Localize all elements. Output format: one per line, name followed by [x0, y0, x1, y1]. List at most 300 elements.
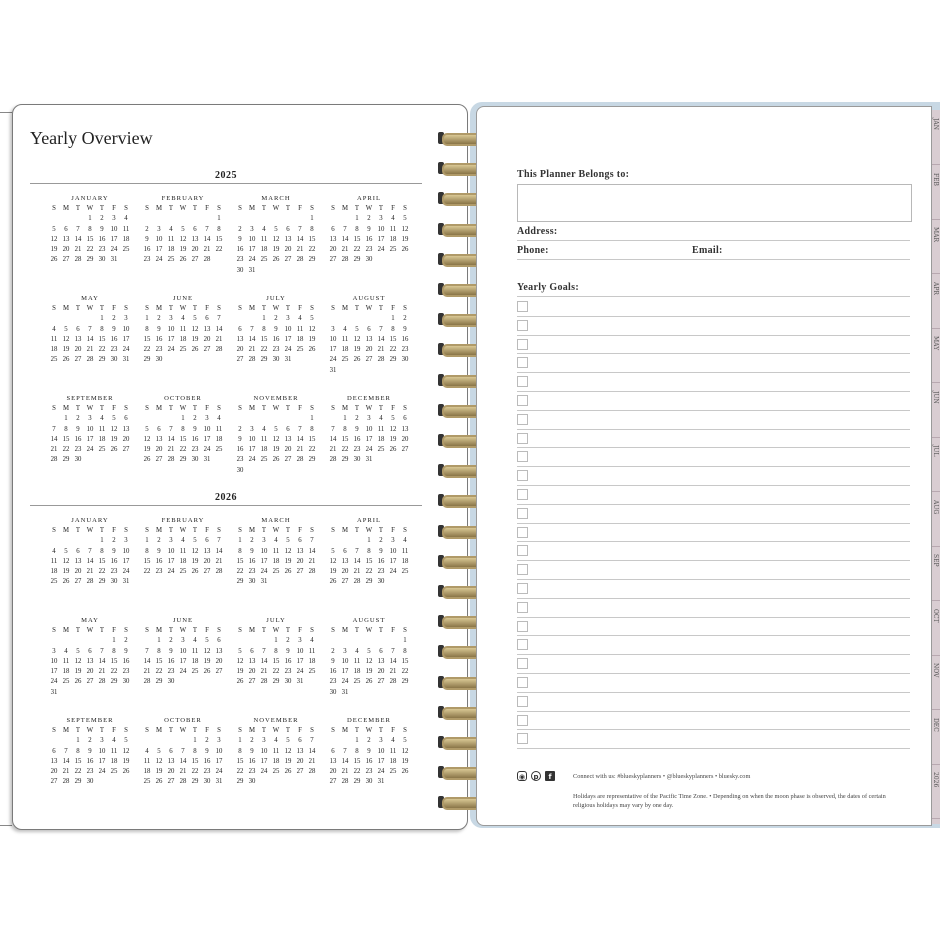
empty-day	[153, 736, 165, 746]
day-cell: 13	[215, 647, 223, 655]
goal-row[interactable]	[517, 523, 910, 543]
day-cell: 25	[122, 246, 130, 254]
day-cell: 5	[286, 737, 290, 745]
weekday-header: S	[145, 527, 149, 534]
day-cell: 8	[88, 225, 92, 233]
day-cell: 28	[296, 256, 304, 264]
day-cell: 19	[122, 757, 130, 765]
address-line[interactable]	[517, 240, 910, 241]
weekday-header: T	[261, 627, 267, 634]
day-cell: 22	[401, 668, 409, 676]
day-cell: 6	[76, 325, 80, 333]
goal-row[interactable]	[517, 353, 910, 373]
weekday-header: T	[261, 527, 267, 534]
weekday-header: W	[365, 527, 373, 534]
day-cell: 31	[329, 366, 337, 374]
day-cell: 13	[86, 657, 94, 665]
day-cell: 21	[296, 246, 304, 254]
empty-day	[258, 414, 270, 424]
day-cell: 17	[98, 757, 106, 765]
owner-name-field[interactable]	[517, 184, 912, 222]
day-cell: 28	[389, 678, 397, 686]
month-name: MAY	[81, 295, 99, 302]
goal-checkbox[interactable]	[517, 395, 528, 406]
day-cell: 16	[155, 557, 163, 565]
day-cell: 16	[167, 657, 175, 665]
goal-checkbox[interactable]	[517, 357, 528, 368]
weekday-header: M	[341, 727, 349, 734]
day-cell: 29	[260, 356, 268, 364]
day-cell: 7	[310, 537, 314, 545]
day-cell: 27	[62, 256, 70, 264]
left-cover-edge	[0, 112, 12, 826]
yearly-goals-label: Yearly Goals:	[517, 282, 579, 293]
day-cell: 15	[353, 235, 361, 243]
day-cell: 27	[341, 578, 349, 586]
weekday-header: S	[124, 405, 128, 412]
month-calendar	[327, 194, 411, 266]
month-name: MAY	[81, 617, 99, 624]
day-cell: 24	[110, 246, 118, 254]
day-cell: 9	[76, 425, 80, 433]
day-cell: 19	[236, 668, 244, 676]
day-grid	[327, 204, 411, 266]
month-name: JUNE	[172, 617, 194, 624]
goal-row[interactable]	[517, 372, 910, 392]
weekday-header: S	[238, 405, 242, 412]
goal-row[interactable]	[517, 579, 910, 599]
day-cell: 10	[377, 225, 385, 233]
day-cell: 7	[379, 325, 383, 333]
empty-day	[327, 736, 339, 746]
day-cell: 7	[100, 647, 104, 655]
weekday-header: F	[205, 727, 209, 734]
day-cell: 11	[353, 657, 361, 665]
day-cell: 28	[248, 356, 256, 364]
day-cell: 5	[205, 637, 209, 645]
day-cell: 19	[389, 435, 397, 443]
day-cell: 1	[100, 315, 104, 323]
day-cell: 25	[296, 346, 304, 354]
day-cell: 12	[155, 757, 163, 765]
day-cell: 7	[181, 747, 185, 755]
goal-row[interactable]	[517, 429, 910, 449]
day-cell: 6	[298, 537, 302, 545]
day-cell: 8	[355, 225, 359, 233]
month-name: OCTOBER	[164, 717, 202, 724]
empty-day	[48, 214, 60, 224]
goal-row[interactable]	[517, 410, 910, 430]
day-cell: 15	[308, 435, 316, 443]
goal-checkbox[interactable]	[517, 470, 528, 481]
day-cell: 24	[98, 768, 106, 776]
day-cell: 14	[341, 757, 349, 765]
day-cell: 11	[308, 647, 316, 655]
day-cell: 22	[236, 768, 244, 776]
day-cell: 26	[272, 456, 280, 464]
weekday-header: W	[179, 405, 187, 412]
day-cell: 25	[179, 346, 187, 354]
goal-row[interactable]	[517, 617, 910, 637]
phone-email-line[interactable]	[517, 259, 910, 260]
day-cell: 18	[296, 335, 304, 343]
weekday-header: W	[272, 405, 280, 412]
goal-row[interactable]	[517, 654, 910, 674]
goal-row[interactable]	[517, 316, 910, 336]
day-cell: 12	[284, 747, 292, 755]
day-cell: 25	[401, 568, 409, 576]
weekday-header: W	[86, 305, 94, 312]
goal-row[interactable]	[517, 466, 910, 486]
day-cell: 9	[238, 235, 242, 243]
day-cell: 15	[272, 657, 280, 665]
day-cell: 29	[272, 678, 280, 686]
day-cell: 10	[167, 547, 175, 555]
day-cell: 8	[100, 325, 104, 333]
month-name: JANUARY	[71, 195, 109, 202]
day-cell: 12	[62, 557, 70, 565]
day-cell: 16	[236, 246, 244, 254]
day-cell: 25	[377, 446, 385, 454]
facebook-icon: f	[545, 771, 555, 781]
day-cell: 4	[112, 737, 116, 745]
goal-checkbox[interactable]	[517, 733, 528, 744]
goal-checkbox[interactable]	[517, 376, 528, 387]
day-grid	[234, 626, 318, 688]
weekday-header: W	[86, 727, 94, 734]
day-cell: 18	[191, 657, 199, 665]
goal-checkbox[interactable]	[517, 639, 528, 650]
goal-checkbox[interactable]	[517, 451, 528, 462]
day-cell: 23	[377, 568, 385, 576]
day-cell: 22	[155, 668, 163, 676]
empty-day	[177, 736, 189, 746]
day-cell: 3	[181, 637, 185, 645]
day-cell: 3	[88, 415, 92, 423]
day-grid	[234, 526, 318, 588]
day-cell: 19	[74, 668, 82, 676]
day-cell: 4	[343, 325, 347, 333]
empty-day	[363, 314, 375, 324]
month-name: DECEMBER	[347, 717, 391, 724]
day-cell: 5	[274, 225, 278, 233]
day-cell: 22	[308, 446, 316, 454]
day-cell: 30	[365, 778, 373, 786]
day-cell: 3	[100, 737, 104, 745]
day-cell: 20	[122, 435, 130, 443]
day-cell: 17	[179, 657, 187, 665]
goal-row[interactable]	[517, 335, 910, 355]
day-cell: 8	[262, 325, 266, 333]
day-cell: 26	[110, 446, 118, 454]
day-cell: 9	[112, 547, 116, 555]
weekday-header: W	[272, 727, 280, 734]
day-cell: 17	[122, 557, 130, 565]
day-cell: 28	[167, 456, 175, 464]
day-cell: 10	[155, 235, 163, 243]
month-name: APRIL	[356, 517, 382, 524]
goal-checkbox[interactable]	[517, 320, 528, 331]
empty-day	[60, 636, 72, 646]
goal-row[interactable]	[517, 635, 910, 655]
day-cell: 28	[308, 768, 316, 776]
day-cell: 3	[112, 215, 116, 223]
day-cell: 8	[310, 425, 314, 433]
day-cell: 12	[203, 647, 211, 655]
day-cell: 17	[260, 557, 268, 565]
day-cell: 11	[191, 647, 199, 655]
goal-checkbox[interactable]	[517, 583, 528, 594]
day-cell: 4	[181, 537, 185, 545]
goal-row[interactable]	[517, 541, 910, 561]
goal-row[interactable]	[517, 485, 910, 505]
day-cell: 17	[329, 346, 337, 354]
day-cell: 19	[62, 568, 70, 576]
day-cell: 22	[98, 346, 106, 354]
month-name: SEPTEMBER	[66, 395, 114, 402]
day-cell: 14	[248, 335, 256, 343]
day-cell: 12	[389, 425, 397, 433]
day-cell: 10	[284, 325, 292, 333]
day-grid	[327, 404, 411, 466]
day-cell: 28	[353, 578, 361, 586]
day-cell: 17	[377, 757, 385, 765]
day-cell: 1	[181, 415, 185, 423]
day-cell: 4	[124, 215, 128, 223]
day-cell: 29	[401, 678, 409, 686]
month-calendar	[48, 616, 132, 698]
day-cell: 28	[86, 578, 94, 586]
goal-row[interactable]	[517, 729, 910, 749]
day-cell: 18	[260, 446, 268, 454]
day-cell: 17	[215, 757, 223, 765]
day-cell: 5	[286, 537, 290, 545]
weekday-header: M	[248, 405, 256, 412]
empty-day	[258, 214, 270, 224]
day-cell: 30	[329, 688, 337, 696]
weekday-header: F	[112, 305, 116, 312]
goal-row[interactable]	[517, 560, 910, 580]
day-cell: 3	[157, 225, 161, 233]
empty-day	[270, 214, 282, 224]
day-cell: 19	[191, 335, 199, 343]
empty-day	[351, 636, 363, 646]
day-cell: 14	[308, 747, 316, 755]
goal-row[interactable]	[517, 598, 910, 618]
day-cell: 12	[236, 657, 244, 665]
day-cell: 17	[86, 435, 94, 443]
day-cell: 20	[296, 757, 304, 765]
day-cell: 27	[296, 568, 304, 576]
weekday-header: S	[403, 305, 407, 312]
day-cell: 29	[98, 578, 106, 586]
day-cell: 13	[341, 557, 349, 565]
day-cell: 21	[308, 557, 316, 565]
day-cell: 21	[260, 668, 268, 676]
month-calendar	[234, 294, 318, 366]
month-calendar	[234, 716, 318, 788]
day-cell: 21	[353, 568, 361, 576]
empty-day	[375, 636, 387, 646]
day-cell: 6	[331, 225, 335, 233]
day-cell: 26	[179, 256, 187, 264]
day-cell: 13	[74, 557, 82, 565]
day-cell: 31	[122, 578, 130, 586]
weekday-header: M	[62, 727, 70, 734]
goal-checkbox[interactable]	[517, 658, 528, 669]
day-cell: 3	[286, 315, 290, 323]
weekday-header: T	[99, 305, 105, 312]
day-cell: 31	[377, 778, 385, 786]
day-cell: 14	[296, 435, 304, 443]
empty-day	[48, 536, 60, 546]
day-cell: 10	[329, 335, 337, 343]
weekday-header: S	[52, 627, 56, 634]
weekday-header: S	[145, 627, 149, 634]
day-cell: 8	[145, 325, 149, 333]
goal-checkbox[interactable]	[517, 545, 528, 556]
day-cell: 14	[296, 235, 304, 243]
address-label: Address:	[517, 226, 558, 237]
empty-day	[294, 414, 306, 424]
weekday-header: S	[124, 305, 128, 312]
goal-checkbox[interactable]	[517, 527, 528, 538]
empty-day	[234, 636, 246, 646]
day-cell: 12	[308, 325, 316, 333]
weekday-header: S	[403, 727, 407, 734]
day-cell: 25	[50, 578, 58, 586]
day-cell: 8	[76, 747, 80, 755]
goal-row[interactable]	[517, 297, 910, 317]
weekday-header: T	[378, 405, 384, 412]
day-cell: 15	[389, 335, 397, 343]
weekday-header: M	[62, 305, 70, 312]
day-cell: 4	[262, 425, 266, 433]
weekday-header: M	[248, 305, 256, 312]
day-cell: 19	[353, 346, 361, 354]
day-cell: 12	[191, 325, 199, 333]
goal-checkbox[interactable]	[517, 508, 528, 519]
goal-row[interactable]	[517, 673, 910, 693]
day-cell: 11	[389, 225, 397, 233]
day-cell: 20	[236, 346, 244, 354]
month-tab-label: SEP	[932, 554, 939, 567]
day-cell: 9	[88, 747, 92, 755]
day-cell: 21	[143, 668, 151, 676]
goal-checkbox[interactable]	[517, 602, 528, 613]
day-cell: 8	[238, 547, 242, 555]
day-cell: 13	[401, 425, 409, 433]
day-cell: 10	[248, 235, 256, 243]
empty-day	[72, 536, 84, 546]
goal-row[interactable]	[517, 711, 910, 731]
empty-day	[60, 736, 72, 746]
day-cell: 23	[353, 446, 361, 454]
goal-checkbox[interactable]	[517, 433, 528, 444]
day-cell: 29	[353, 256, 361, 264]
goal-checkbox[interactable]	[517, 301, 528, 312]
day-cell: 29	[236, 578, 244, 586]
goal-checkbox[interactable]	[517, 414, 528, 425]
weekday-header: S	[331, 405, 335, 412]
weekday-header: T	[378, 527, 384, 534]
day-cell: 26	[329, 578, 337, 586]
day-cell: 19	[272, 246, 280, 254]
day-cell: 17	[260, 757, 268, 765]
day-cell: 23	[155, 568, 163, 576]
day-cell: 13	[365, 335, 373, 343]
day-cell: 16	[86, 757, 94, 765]
weekday-header: S	[52, 205, 56, 212]
day-cell: 17	[167, 557, 175, 565]
day-grid	[48, 626, 132, 698]
goal-checkbox[interactable]	[517, 339, 528, 350]
day-cell: 10	[110, 225, 118, 233]
day-cell: 14	[341, 235, 349, 243]
goal-checkbox[interactable]	[517, 677, 528, 688]
day-cell: 7	[310, 737, 314, 745]
day-cell: 6	[205, 315, 209, 323]
empty-day	[327, 636, 339, 646]
day-cell: 2	[112, 315, 116, 323]
day-cell: 15	[86, 235, 94, 243]
goal-row[interactable]	[517, 447, 910, 467]
day-cell: 17	[203, 435, 211, 443]
day-cell: 4	[181, 315, 185, 323]
goal-row[interactable]	[517, 692, 910, 712]
weekday-header: T	[285, 727, 291, 734]
day-cell: 30	[248, 578, 256, 586]
weekday-header: T	[192, 205, 198, 212]
day-cell: 26	[401, 768, 409, 776]
goal-checkbox[interactable]	[517, 715, 528, 726]
day-cell: 7	[205, 225, 209, 233]
month-calendar	[141, 194, 225, 266]
day-cell: 12	[50, 235, 58, 243]
weekday-header: M	[62, 527, 70, 534]
day-cell: 1	[145, 315, 149, 323]
day-cell: 1	[238, 737, 242, 745]
weekday-header: W	[179, 527, 187, 534]
goal-checkbox[interactable]	[517, 696, 528, 707]
month-name: JANUARY	[71, 517, 109, 524]
goal-checkbox[interactable]	[517, 621, 528, 632]
weekday-header: S	[217, 527, 221, 534]
month-calendar	[327, 516, 411, 588]
day-cell: 17	[167, 335, 175, 343]
day-cell: 15	[236, 557, 244, 565]
day-cell: 1	[217, 215, 221, 223]
day-cell: 4	[169, 225, 173, 233]
day-cell: 26	[353, 356, 361, 364]
day-cell: 23	[122, 668, 130, 676]
day-cell: 11	[260, 235, 268, 243]
day-cell: 17	[377, 235, 385, 243]
weekday-header: T	[75, 205, 81, 212]
goal-row[interactable]	[517, 504, 910, 524]
day-cell: 30	[167, 678, 175, 686]
empty-day	[84, 314, 96, 324]
goal-checkbox[interactable]	[517, 564, 528, 575]
day-cell: 17	[248, 246, 256, 254]
day-cell: 7	[88, 547, 92, 555]
goal-checkbox[interactable]	[517, 489, 528, 500]
goal-row[interactable]	[517, 391, 910, 411]
weekday-header: M	[341, 527, 349, 534]
day-cell: 16	[191, 435, 199, 443]
day-cell: 27	[203, 346, 211, 354]
day-cell: 18	[122, 235, 130, 243]
